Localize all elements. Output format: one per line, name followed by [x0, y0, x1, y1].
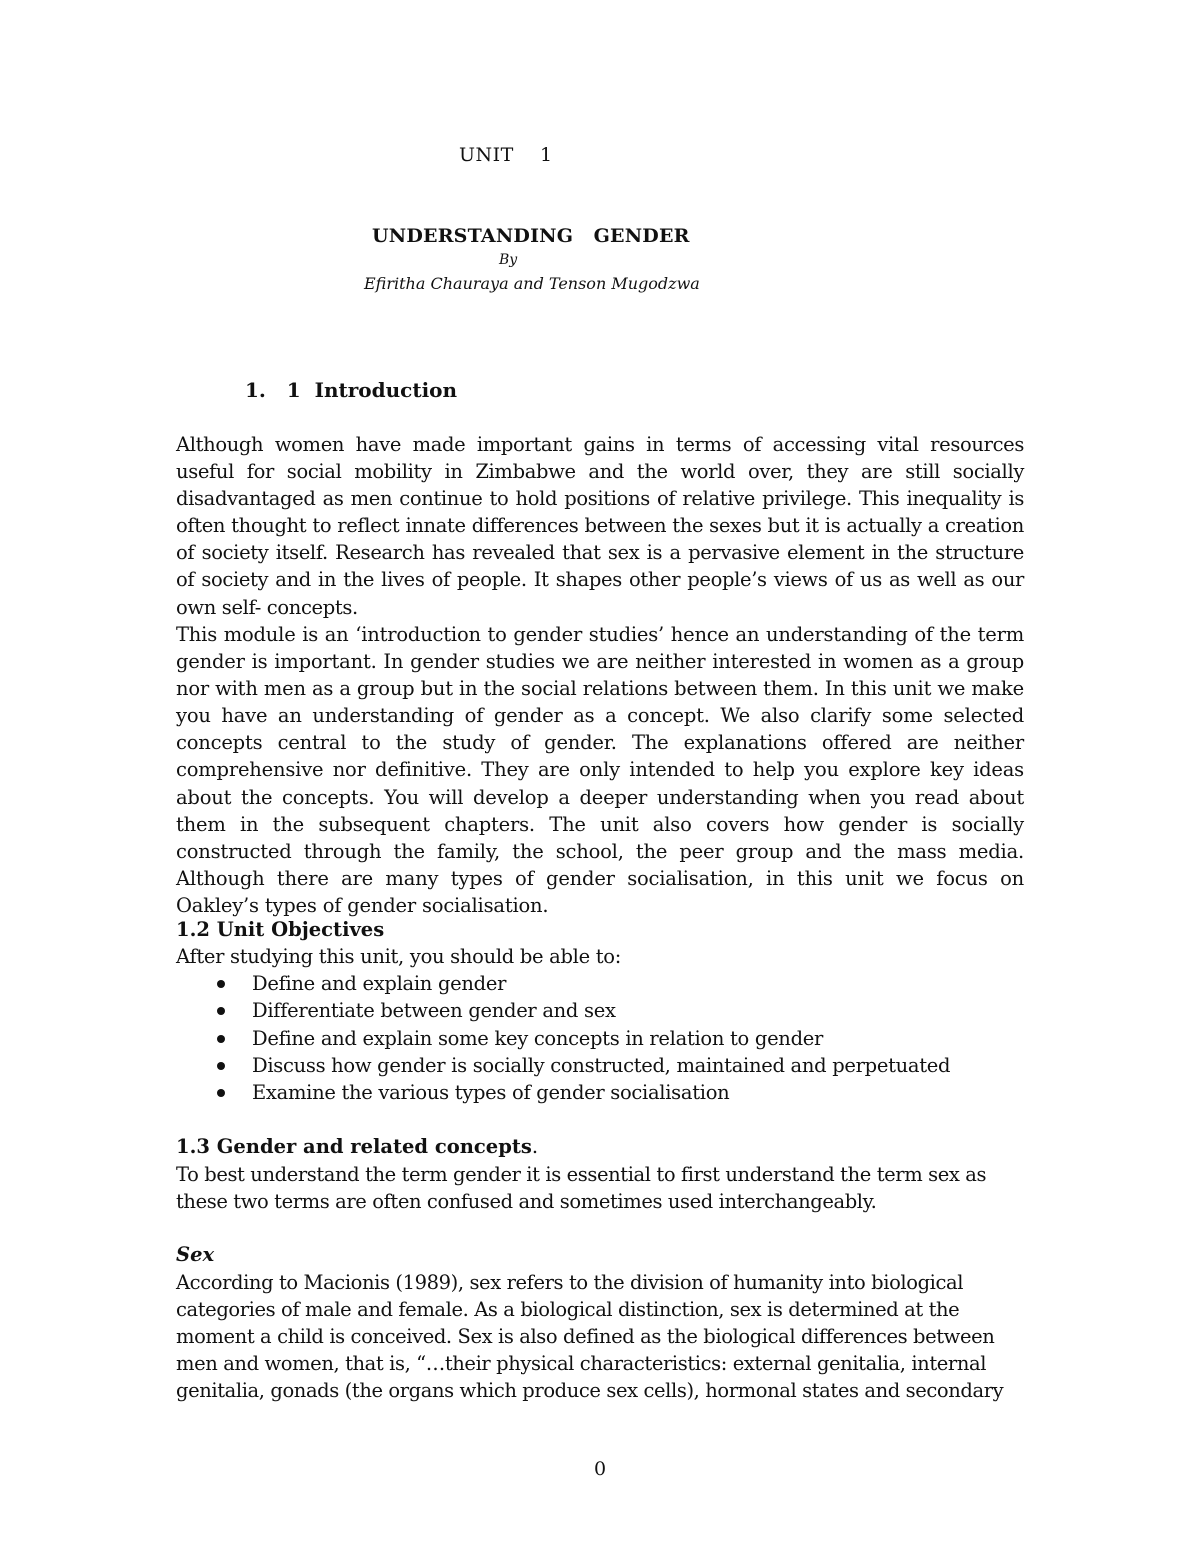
objective-text: Define and explain some key concepts in relation to gender — [252, 1026, 824, 1050]
objective-text: Examine the various types of gender socialisation — [252, 1081, 730, 1105]
unit-label: UNIT 1 — [459, 144, 553, 166]
objectives-list — [213, 970, 950, 1106]
bullet-icon — [217, 1062, 225, 1070]
page-number: 0 — [594, 1458, 607, 1480]
gender-concepts-heading-period: . — [531, 1135, 539, 1158]
list-item — [213, 1052, 950, 1079]
list-item — [213, 1025, 950, 1052]
objective-text: Define and explain gender — [252, 972, 507, 995]
sex-paragraph: According to Macionis (1989), sex refers to the division of humanity into biological categories of male and female. As a biological distinction, sex is determined at the moment a child is conceived. Sex is also defined as the biological differences between men and women, that is, “…their physical characteristics: external genitalia, internal genitalia, gonads (the organs which produce sex cells), hormonal states and secondary — [176, 1271, 1004, 1403]
bullet-icon — [217, 1035, 225, 1043]
sex-heading: Sex — [176, 1243, 215, 1266]
bullet-icon — [217, 1007, 225, 1015]
objectives-intro: After studying this unit, you should be able to: — [176, 945, 622, 968]
gender-concepts-heading-text: 1.3 Gender and related concepts — [176, 1135, 532, 1158]
document-title: UNDERSTANDING GENDER — [372, 225, 690, 247]
bullet-icon — [217, 1089, 225, 1097]
bullet-icon — [217, 980, 225, 988]
introduction-paragraph-1: Although women have made important gains in terms of accessing vital resources useful for social mobility in Zimbabwe and the world over, they are still socially disadvantaged as men continue to hold positions of relative privilege. This inequality is often thought to reflect innate differences between the sexes but it is actually a creation of society itself. Research has revealed that sex is a pervasive element in the structure of society and in the lives of people. It shapes other people’s views of us as well as our own self- concepts. — [176, 433, 1024, 619]
introduction-heading: 1. 1 Introduction — [245, 378, 458, 402]
byline-by: By — [499, 252, 518, 268]
objectives-heading: 1.2 Unit Objectives — [176, 918, 385, 941]
gender-concepts-heading — [176, 1135, 1024, 1158]
gender-concepts-paragraph: To best understand the term gender it is essential to first understand the term sex as these two terms are often confused and sometimes used interchangeably. — [176, 1163, 987, 1214]
list-item — [213, 1079, 950, 1106]
objective-text: Discuss how gender is socially constructed, maintained and perpetuated — [252, 1053, 951, 1077]
list-item — [213, 997, 950, 1024]
list-item — [213, 970, 950, 997]
introduction-paragraph-2: This module is an ‘introduction to gender studies’ hence an understanding of the term gender is important. In gender studies we are neither interested in women as a group nor with men as a group but in the social relations between them. In this unit we make you have an understanding of gender as a concept. We also clarify some selected concepts central to the study of gender. The explanations offered are neither comprehensive nor definitive. They are only intended to help you explore key ideas about the concepts. You will develop a deeper understanding when you read about them in the subsequent chapters. The unit also covers how gender is socially constructed through the family, the school, the peer group and the mass media. Although there are many types of gender socialisation, in this unit we focus on Oakley’s types of gender socialisation. — [176, 623, 1024, 917]
objective-text: Differentiate between gender and sex — [252, 999, 616, 1023]
authors: Efiritha Chauraya and Tenson Mugodzwa — [364, 274, 700, 293]
